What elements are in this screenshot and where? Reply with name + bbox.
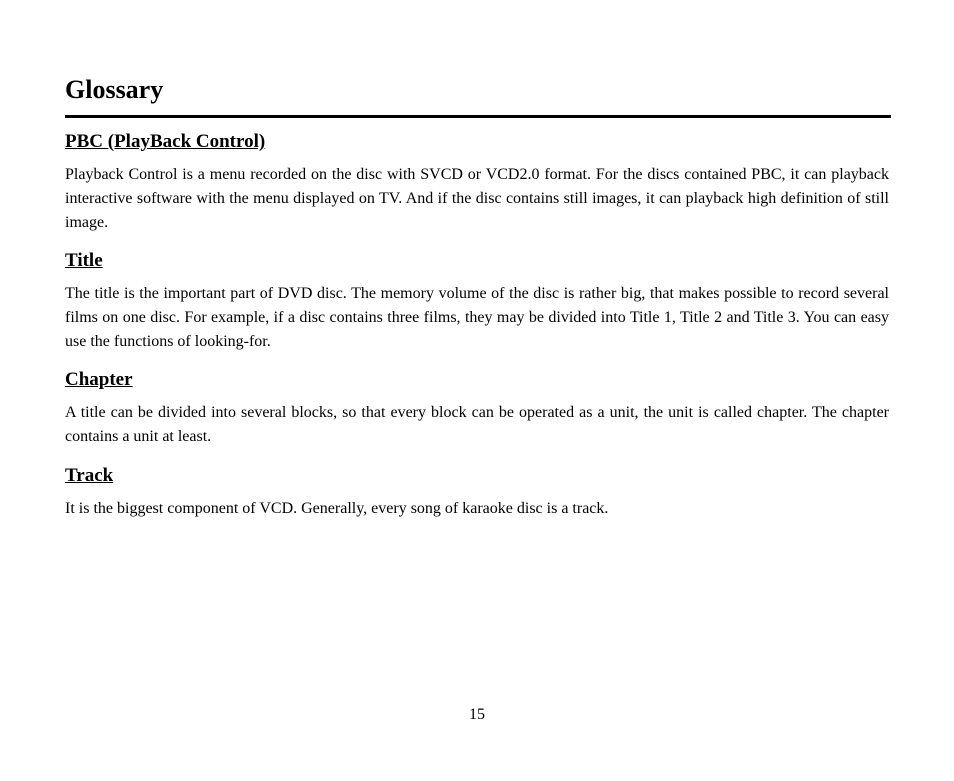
entry-text-chapter: A title can be divided into several blocks, so that every block can be operated as a unit, the unit is called chapter. The chapter contains a unit at least. <box>65 404 889 445</box>
title-divider <box>65 115 891 118</box>
entry-heading-track: Track <box>65 465 114 486</box>
entry-text-pbc: Playback Control is a menu recorded on the disc with SVCD or VCD2.0 format. For the discs contained PBC, it can playback interactive software with the menu displayed on TV. And if the disc contains still images, it can playback high definition of still image. <box>65 166 889 231</box>
entry-text-track: It is the biggest component of VCD. Generally, every song of karaoke disc is a track. <box>65 500 609 517</box>
entry-heading-pbc: PBC (PlayBack Control) <box>65 131 266 152</box>
entry-heading-chapter: Chapter <box>65 369 133 390</box>
glossary-entry-title <box>65 249 889 354</box>
glossary-entry-pbc <box>65 130 889 235</box>
entry-text-title: The title is the important part of DVD disc. The memory volume of the disc is rather big, that makes possible to record several films on one disc. For example, if a disc contains three films, they may be divided into Title 1, Title 2 and Title 3. You can easy use the functions of looking-for. <box>65 285 889 350</box>
glossary-entry-track <box>65 464 889 521</box>
page-number: 15 <box>469 706 485 723</box>
entry-heading-title: Title <box>65 250 103 271</box>
glossary-entry-chapter <box>65 368 889 449</box>
page-title: Glossary <box>65 75 164 104</box>
